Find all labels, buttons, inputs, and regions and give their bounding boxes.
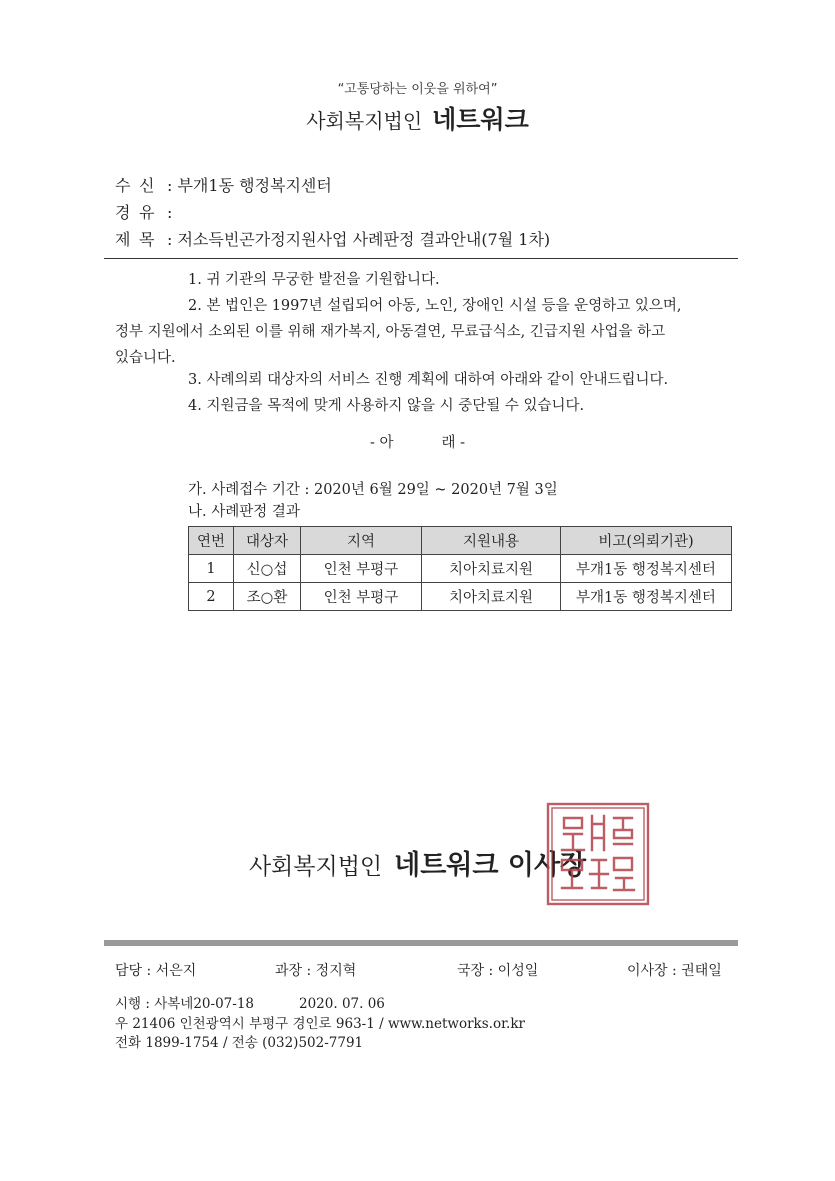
- table-row: [189, 583, 732, 611]
- approver-chairman: 이사장 : 권태일: [627, 963, 722, 979]
- below-heading: [0, 431, 835, 452]
- subject-value: : 저소득빈곤가정지원사업 사례판정 결과안내(7월 1차): [167, 230, 551, 249]
- cell-region: 인천 부평구: [301, 583, 422, 611]
- doc-date: 2020. 07. 06: [299, 996, 385, 1012]
- org-prefix: 사회복지법인: [306, 109, 423, 133]
- footer-doc-line: [115, 992, 385, 1012]
- table-row: [189, 555, 732, 583]
- footer-phone: 전화 1899-1754 / 전송 (032)502-7791: [115, 1035, 364, 1051]
- col-header-note: 비고(의뢰기관): [561, 527, 732, 555]
- via-field: [115, 200, 172, 223]
- paragraph-4: 4. 지원금을 목적에 맞게 사용하지 않을 시 중단될 수 있습니다.: [188, 398, 585, 414]
- signature-line: [0, 843, 835, 882]
- recipient-value: : 부개1동 행정복지센터: [167, 176, 332, 195]
- below-heading-right: 래 -: [441, 435, 466, 451]
- col-header-number: 연번: [189, 527, 234, 555]
- col-header-region: 지역: [301, 527, 422, 555]
- cell-support: 치아치료지원: [422, 555, 561, 583]
- result-table: [188, 526, 732, 611]
- approver-section-chief: 과장 : 정지혁: [275, 963, 357, 979]
- cell-subject: 신○섭: [234, 555, 301, 583]
- official-seal-stamp: [542, 798, 654, 910]
- col-header-support: 지원내용: [422, 527, 561, 555]
- paragraph-2-line-1: 2. 본 법인은 1997년 설립되어 아동, 노인, 장애인 시설 등을 운영하고 있으며,: [188, 298, 682, 314]
- paragraph-2-line-3: 있습니다.: [115, 350, 176, 366]
- cell-note: 부개1동 행정복지센터: [561, 583, 732, 611]
- paragraph-3: 3. 사례의뢰 대상자의 서비스 진행 계획에 대하여 아래와 같이 안내드립니다.: [188, 372, 669, 388]
- col-header-subject: 대상자: [234, 527, 301, 555]
- paragraph-2-line-2: 정부 지원에서 소외된 이를 위해 재가복지, 아동결연, 무료급식소, 긴급지원 사업을 하고: [115, 324, 666, 340]
- cell-support: 치아치료지원: [422, 583, 561, 611]
- subject-label: 제 목: [115, 230, 155, 249]
- footer-divider: [104, 940, 738, 946]
- signature-name: 네트워크 이사장: [394, 850, 587, 881]
- cell-number: 1: [189, 555, 234, 583]
- cell-subject: 조○환: [234, 583, 301, 611]
- org-name: 네트워크: [432, 105, 529, 134]
- via-value: :: [167, 203, 173, 222]
- intake-period: 가. 사례접수 기간 : 2020년 6월 29일 ~ 2020년 7월 3일: [188, 482, 558, 498]
- footer-address: 우 21406 인천광역시 부평구 경인로 963-1 / www.networks.or.kr: [115, 1016, 525, 1032]
- cell-note: 부개1동 행정복지센터: [561, 555, 732, 583]
- table-header-row: [189, 527, 732, 555]
- signature-org-prefix: 사회복지법인: [248, 854, 383, 880]
- via-label: 경 유: [115, 203, 155, 222]
- paragraph-1: 1. 귀 기관의 무궁한 발전을 기원합니다.: [188, 272, 440, 288]
- below-heading-left: - 아: [369, 435, 394, 451]
- cell-region: 인천 부평구: [301, 555, 422, 583]
- approver-director: 국장 : 이성일: [457, 963, 539, 979]
- header-divider: [104, 258, 738, 259]
- subject-field: [115, 227, 550, 250]
- result-title: 나. 사례판정 결과: [188, 504, 300, 520]
- cell-number: 2: [189, 583, 234, 611]
- org-heading: [0, 100, 835, 136]
- slogan: “고통당하는 이웃을 위하여”: [337, 82, 498, 97]
- approver-staff: 담당 : 서은지: [115, 963, 197, 979]
- recipient-label: 수 신: [115, 176, 155, 195]
- recipient-field: [115, 173, 332, 196]
- doc-number: 시행 : 사복네20-07-18: [115, 996, 254, 1012]
